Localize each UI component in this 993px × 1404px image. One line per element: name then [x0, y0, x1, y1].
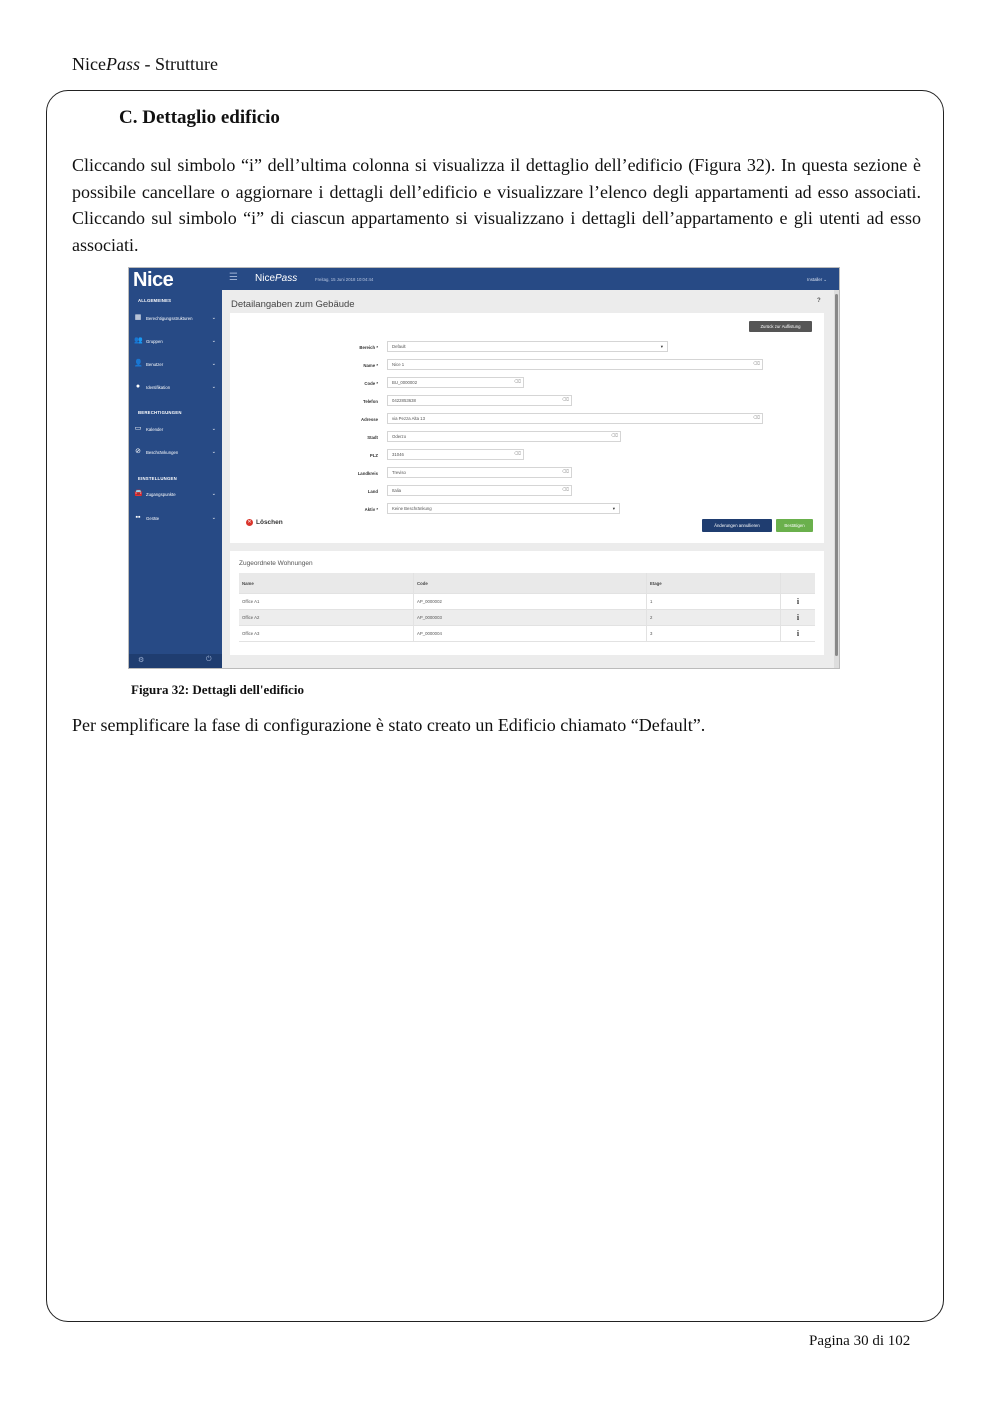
sidebar-section-settings: EINSTELLUNGEN: [138, 476, 177, 481]
field-label-zip: PLZ: [369, 453, 378, 458]
clear-icon[interactable]: ⌫: [610, 433, 618, 439]
sidebar-item-identification[interactable]: ● Identifikation ⌄: [135, 383, 216, 390]
cell-name: Office A2: [239, 610, 414, 625]
back-to-list-button[interactable]: Zurück zur Auflistung: [749, 321, 812, 332]
cancel-changes-button[interactable]: Änderungen annullieren: [702, 519, 772, 532]
paragraph-default-building: Per semplificare la fase di configurazione è stato creato un Edificio chiamato “Default”.: [72, 715, 706, 735]
field-label-address: Adresse: [361, 417, 378, 422]
chevron-down-icon: ⌄: [211, 449, 216, 455]
active-select[interactable]: Keine Beschränkung ▾: [387, 503, 620, 514]
app-brand: NicePass: [255, 273, 298, 284]
document-header: [72, 54, 218, 75]
sidebar-item-groups[interactable]: 👥 Gruppen ⌄: [134, 337, 216, 344]
clear-icon[interactable]: ⌫: [752, 361, 760, 367]
city-input[interactable]: Oderzo ⌫: [387, 431, 621, 442]
sidebar-item-structures[interactable]: ▦ Berechtigungsstrukturen ⌄: [134, 314, 216, 321]
app-topbar: [222, 268, 839, 290]
building-icon: ▦: [134, 314, 142, 321]
settings-icon[interactable]: ⚙: [138, 657, 145, 664]
info-icon[interactable]: i: [796, 629, 800, 638]
sidebar-footer: [129, 654, 222, 668]
cell-code: AP_0000003: [414, 610, 647, 625]
code-input[interactable]: BU_0000002 ⌫: [387, 377, 524, 388]
field-label-code: Code *: [364, 381, 378, 386]
clear-icon[interactable]: ⌫: [752, 415, 760, 421]
address-input[interactable]: via Pezza Alta 13 ⌫: [387, 413, 763, 424]
cell-name: Office A3: [239, 626, 414, 641]
table-header: [239, 573, 815, 594]
apartments-title: Zugeordnete Wohnungen: [239, 560, 313, 567]
dropdown-arrow-icon: ▾: [660, 344, 663, 349]
paragraph-intro: Cliccando sul simbolo “i” dell’ultima colonna si visualizza il dettaglio dell’edificio (Figura 32). In questa sezione è possibile cancellare o aggiornare i dettagli dell’edificio e visualizzare l’elenco degli appartamenti ad esso associati. Cliccando sul simbolo “i” di ciascun appartamento si visualizzano i dettagli dell’appartamento e gli utenti ad esso associati.: [72, 155, 921, 255]
chevron-down-icon: ⌄: [211, 426, 216, 432]
devices-icon: ▪▪: [135, 514, 141, 521]
area-select[interactable]: Default ▾: [387, 341, 668, 352]
clear-icon[interactable]: ⌫: [561, 487, 569, 493]
topbar-date: Freitag, 15 Juni 2018 10:04:44: [315, 277, 374, 282]
phone-input[interactable]: 0422853638 ⌫: [387, 395, 572, 406]
cell-code: AP_0000002: [414, 594, 647, 609]
country-input[interactable]: Italia ⌫: [387, 485, 572, 496]
page-scrollbar[interactable]: [834, 290, 839, 668]
figure-caption: Figura 32: Dettagli dell'edificio: [131, 682, 304, 697]
sidebar-item-access-points[interactable]: 🚘 Zugangspunkte ⌄: [134, 490, 216, 497]
sidebar-section-permissions: BERECHTIGUNGEN: [138, 410, 182, 415]
column-header-floor[interactable]: Etage: [647, 573, 781, 593]
header-brand-italic: Pass: [105, 54, 140, 74]
dropdown-arrow-icon: ▾: [612, 506, 615, 511]
clear-icon[interactable]: ⌫: [561, 397, 569, 403]
header-brand: Nice: [72, 54, 106, 74]
table-row: [239, 594, 815, 610]
calendar-icon: ▭: [134, 425, 142, 432]
province-input[interactable]: Treviso ⌫: [387, 467, 572, 478]
confirm-button[interactable]: Bestätigen: [776, 519, 813, 532]
apartments-table: [239, 573, 815, 642]
clear-icon[interactable]: ⌫: [513, 379, 521, 385]
building-detail-card: [230, 313, 824, 543]
field-label-area: Bereich *: [359, 345, 378, 350]
info-icon[interactable]: i: [796, 613, 800, 622]
column-header-actions: [781, 573, 815, 593]
clear-icon[interactable]: ⌫: [561, 469, 569, 475]
delete-button[interactable]: ✕ Löschen: [247, 519, 283, 526]
header-section: - Strutture: [140, 54, 218, 74]
chevron-down-icon: ⌄: [211, 315, 216, 321]
id-icon: ●: [135, 383, 141, 390]
column-header-code[interactable]: Code: [414, 573, 647, 593]
chevron-down-icon: ⌄: [211, 338, 216, 344]
power-icon[interactable]: ⏻: [206, 656, 212, 663]
group-icon: 👥: [134, 337, 143, 344]
field-label-name: Name *: [363, 363, 378, 368]
car-icon: 🚘: [134, 490, 143, 497]
app-sidebar: [129, 268, 222, 668]
help-icon[interactable]: ?: [817, 298, 821, 304]
chevron-down-icon: ⌄: [211, 515, 216, 521]
delete-icon: ✕: [247, 519, 252, 525]
page-title: Detailangaben zum Gebäude: [231, 299, 355, 310]
user-icon: 👤: [134, 360, 143, 367]
clear-icon[interactable]: ⌫: [513, 451, 521, 457]
field-label-city: Stadt: [367, 435, 378, 440]
sidebar-item-calendar[interactable]: ▭ Kalender ⌄: [134, 425, 216, 432]
sidebar-item-devices[interactable]: ▪▪ Geräte ⌄: [135, 514, 216, 521]
chevron-down-icon: ⌄: [211, 491, 216, 497]
sidebar-item-users[interactable]: 👤 Benutzer ⌄: [134, 360, 216, 367]
column-header-name[interactable]: Name: [239, 573, 414, 593]
cell-floor: 2: [647, 610, 781, 625]
field-label-province: Landkreis: [357, 471, 378, 476]
figure-screenshot: [129, 268, 839, 668]
table-row: [239, 610, 815, 626]
restriction-icon: ⊘: [135, 448, 141, 455]
zip-input[interactable]: 31046 ⌫: [387, 449, 524, 460]
field-label-active: Aktiv *: [364, 507, 378, 512]
page-number: Pagina 30 di 102: [809, 1333, 911, 1349]
sidebar-section-general: ALLGEMEINES: [138, 298, 172, 303]
chevron-down-icon: ⌄: [211, 384, 216, 390]
apartments-card: [230, 551, 824, 655]
info-icon[interactable]: i: [796, 597, 800, 606]
nice-logo: Nice: [133, 269, 174, 291]
field-label-phone: Telefon: [363, 399, 378, 404]
section-title: C. Dettaglio edificio: [119, 107, 280, 128]
cell-name: Office A1: [239, 594, 414, 609]
scrollbar-thumb[interactable]: [835, 294, 838, 656]
cell-floor: 3: [647, 626, 781, 641]
field-label-country: Land: [367, 489, 378, 494]
chevron-down-icon: ⌄: [211, 361, 216, 367]
table-row: [239, 626, 815, 642]
user-menu[interactable]: Installer ⌄: [807, 277, 827, 282]
hamburger-menu-icon[interactable]: ☰: [229, 272, 238, 283]
name-input[interactable]: Nice 1 ⌫: [387, 359, 763, 370]
cell-floor: 1: [647, 594, 781, 609]
cell-code: AP_0000004: [414, 626, 647, 641]
sidebar-item-restrictions[interactable]: ⊘ Beschränkungen ⌄: [135, 448, 216, 455]
